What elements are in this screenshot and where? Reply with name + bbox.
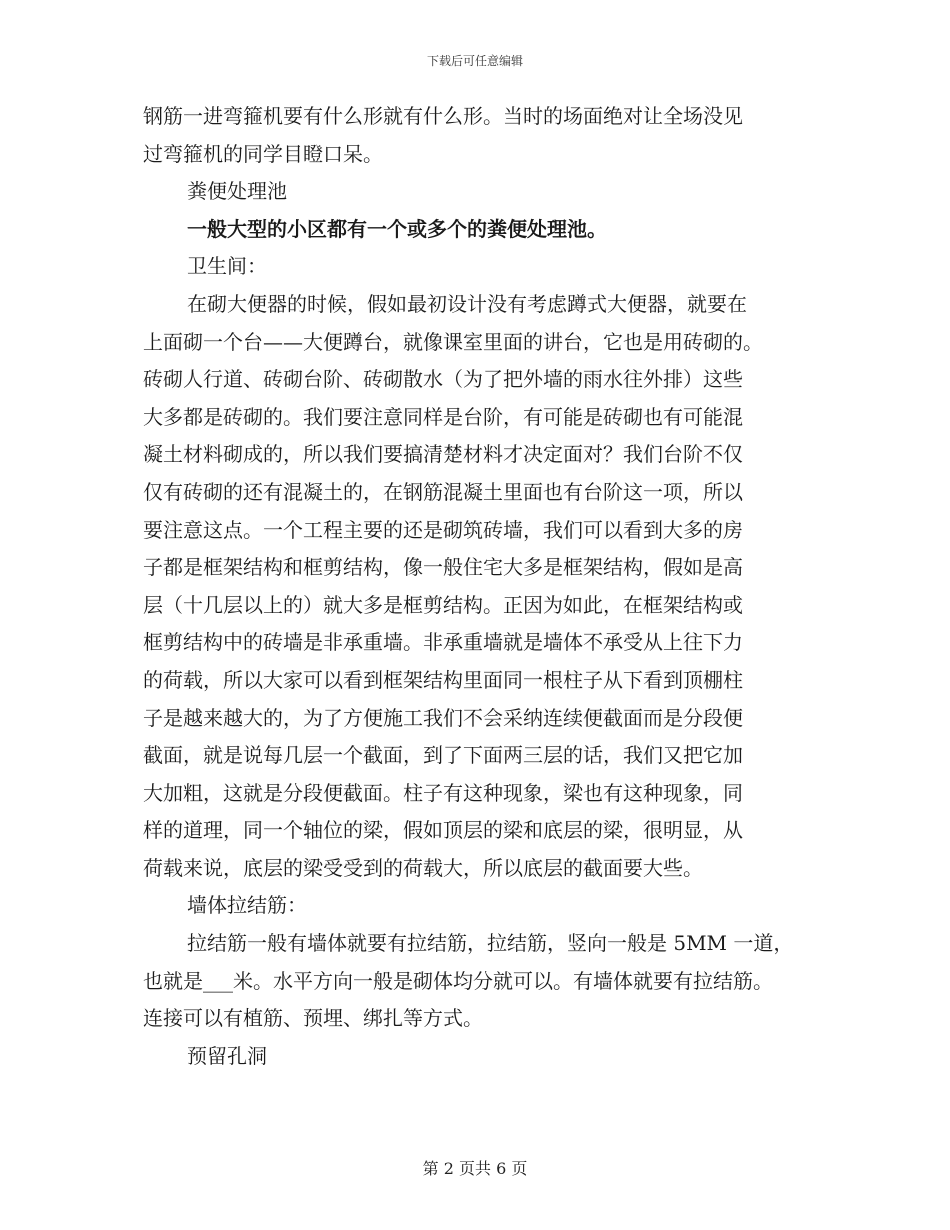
text-line: 的荷载，所以大家可以看到框架结构里面同一根柱子从下看到顶棚柱 [143, 667, 743, 692]
text-line: 样的道理，同一个轴位的梁，假如顶层的梁和底层的梁，很明显，从 [143, 818, 743, 843]
document-body [143, 98, 823, 1075]
text-line: 连接可以有植筋、预埋、绑扎等方式。 [143, 1006, 483, 1031]
text-line: 也就是___米。水平方向一般是砌体均分就可以。有墙体就要有拉结筋。 [143, 968, 773, 993]
page-header: 下载后可任意编辑 [426, 54, 523, 68]
text-line: 凝土材料砌成的，所以我们要搞清楚材料才决定面对？我们台阶不仅 [143, 442, 743, 467]
text-line: 大加粗，这就是分段便截面。柱子有这种现象，梁也有这种现象，同 [143, 780, 743, 805]
text-line: 上面砌一个台——大便蹲台，就像课室里面的讲台，它也是用砖砌的。 [143, 329, 763, 354]
text-line: 仅有砖砌的还有混凝土的，在钢筋混凝土里面也有台阶这一项，所以 [143, 479, 743, 504]
text-line: 子都是框架结构和框剪结构，像一般住宅大多是框架结构，假如是高 [143, 555, 743, 580]
text-line: 层（十几层以上的）就大多是框剪结构。正因为如此，在框架结构或 [143, 592, 743, 617]
text-line: 砖砌人行道、砖砌台阶、砖砌散水（为了把外墙的雨水往外排）这些 [143, 367, 743, 392]
text-line: 墙体拉结筋： [187, 893, 307, 918]
text-line: 大多都是砖砌的。我们要注意同样是台阶，有可能是砖砌也有可能混 [143, 404, 743, 429]
page-footer: 第 2 页共 6 页 [422, 1159, 528, 1178]
text-line: 荷载来说，底层的梁受受到的荷载大，所以底层的截面要大些。 [143, 855, 703, 880]
text-line: 在砌大便器的时候，假如最初设计没有考虑蹲式大便器，就要在 [187, 291, 747, 316]
text-line: 卫生间： [187, 254, 267, 279]
text-line: 拉结筋一般有墙体就要有拉结筋，拉结筋，竖向一般是 5MM 一道， [187, 931, 794, 956]
text-line: 框剪结构中的砖墙是非承重墙。非承重墙就是墙体不承受从上往下力 [143, 630, 743, 655]
text-line: 截面，就是说每几层一个截面，到了下面两三层的话，我们又把它加 [143, 743, 743, 768]
text-line: 子是越来越大的，为了方便施工我们不会采纳连续便截面而是分段便 [143, 705, 743, 730]
text-line: 预留孔洞 [187, 1043, 267, 1068]
text-line: 粪便处理池 [187, 179, 287, 204]
text-line: 要注意这点。一个工程主要的还是砌筑砖墙，我们可以看到大多的房 [143, 517, 743, 542]
text-line: 过弯箍机的同学目瞪口呆。 [143, 141, 383, 166]
text-line: 一般大型的小区都有一个或多个的粪便处理池。 [187, 216, 607, 241]
text-line: 钢筋一进弯箍机要有什么形就有什么形。当时的场面绝对让全场没见 [143, 104, 743, 128]
